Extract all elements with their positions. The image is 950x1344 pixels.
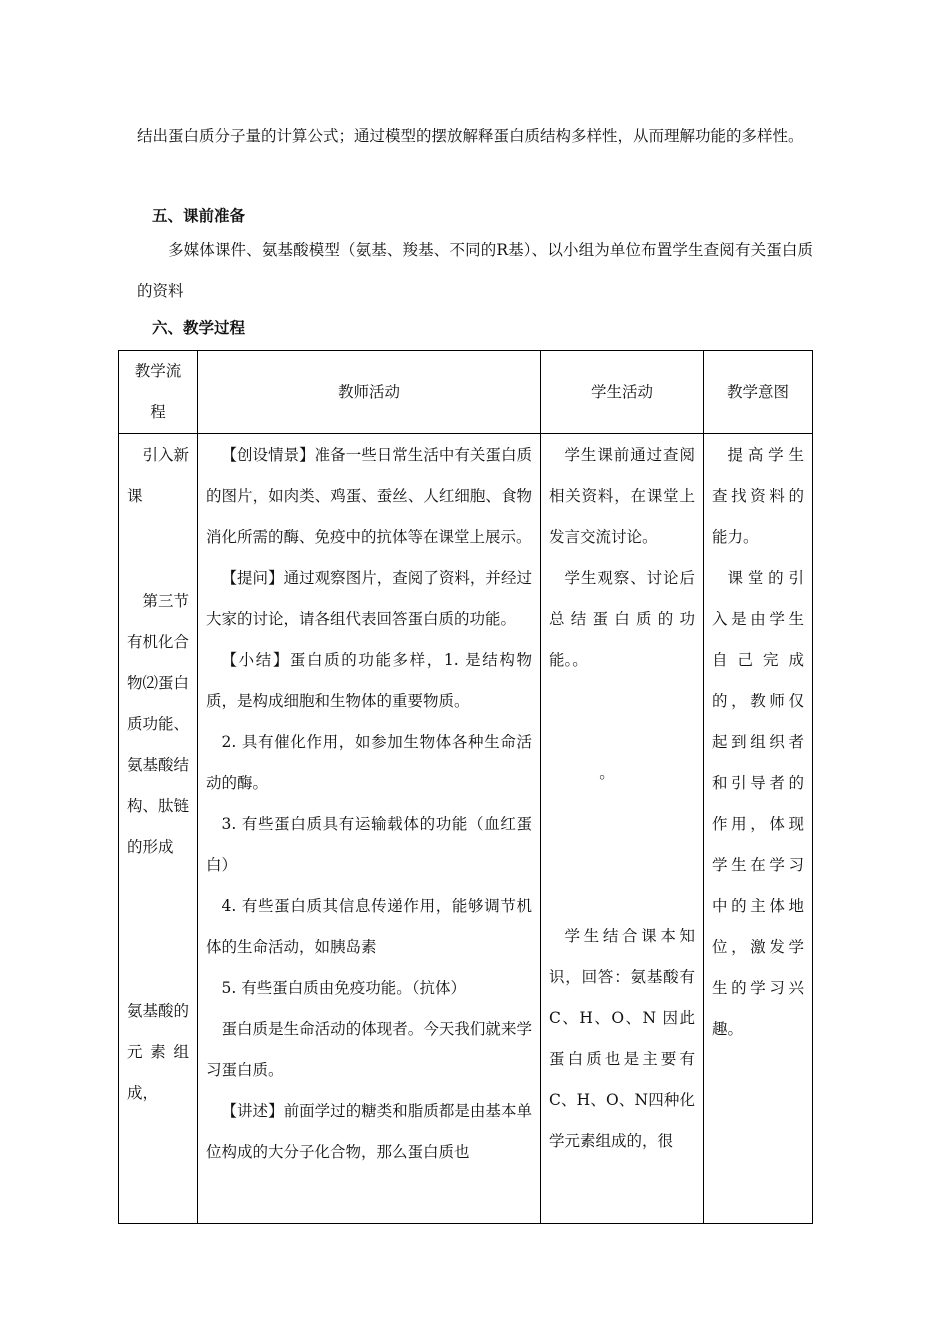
student-cell: [541, 434, 704, 1224]
table-header-row: [119, 351, 813, 434]
header-teacher: 教师活动: [198, 351, 541, 434]
student-activity-4: 学生结合课本知识，回答：氨基酸有C、H、O、N 因此蛋白质也是主要有C、H、O、N四种化学元素组成的，很: [549, 927, 695, 1150]
section-5-heading: 五、课前准备: [152, 207, 246, 225]
flow-stage-section3: 第三节有机化合物⑵蛋白质功能、氨基酸结构、肽链的形成: [127, 592, 190, 856]
student-activity-2: 学生观察、讨论后总结蛋白质的功能。。: [549, 569, 695, 669]
teacher-question: 【提问】通过观察图片，查阅了资料，并经过大家的讨论，请各组代表回答蛋白质的功能。: [206, 569, 532, 628]
teacher-point-3: 3. 有些蛋白质具有运输载体的功能（血红蛋白）: [206, 815, 532, 874]
teacher-point-4: 4. 有些蛋白质其信息传递作用，能够调节机体的生命活动，如胰岛素: [206, 897, 532, 956]
header-flow-label: 教学流程: [134, 362, 182, 421]
teacher-point-2: 2. 具有催化作用，如参加生物体各种生命活动的酶。: [206, 733, 532, 792]
teacher-conclusion: 蛋白质是生命活动的体现者。今天我们就来学习蛋白质。: [206, 1020, 532, 1079]
student-activity-3: 。: [599, 764, 615, 782]
header-intent: 教学意图: [704, 351, 813, 434]
section-5-text: 多媒体课件、氨基酸模型（氨基、羧基、不同的R基）、以小组为单位布置学生查阅有关蛋白质的资料: [137, 241, 813, 300]
flow-cell: [119, 434, 198, 1224]
intent-cell: [704, 434, 813, 1224]
teaching-process-table: [118, 350, 813, 1224]
teacher-point-5: 5. 有些蛋白质由免疫功能。（抗体）: [221, 979, 466, 997]
flow-stage-elements: 氨基酸的元素组成，: [127, 1002, 190, 1102]
intro-paragraph: 结出蛋白质分子量的计算公式；通过模型的摆放解释蛋白质结构多样性，从而理解功能的多样性。: [137, 127, 804, 145]
intent-2: 课堂的引入是由学生自己完成的，教师仅起到组织者和引导者的作用，体现学生在学习中的主体地位，激发学生的学习兴趣。: [712, 569, 804, 1038]
intent-1: 提高学生查找资料的能力。: [712, 446, 804, 546]
teacher-scenario: 【创设情景】准备一些日常生活中有关蛋白质的图片，如肉类、鸡蛋、蚕丝、人红细胞、食物消化所需的酶、免疫中的抗体等在课堂上展示。: [206, 446, 532, 546]
table-row: [119, 434, 813, 1224]
teacher-cell: [198, 434, 541, 1224]
teacher-lecture: 【讲述】前面学过的糖类和脂质都是由基本单位构成的大分子化合物，那么蛋白质也: [206, 1102, 532, 1161]
header-flow: [119, 351, 198, 434]
teacher-summary: 【小结】蛋白质的功能多样，1. 是结构物质，是构成细胞和生物体的重要物质。: [206, 651, 532, 710]
student-activity-1: 学生课前通过查阅相关资料，在课堂上发言交流讨论。: [549, 446, 695, 546]
header-student: 学生活动: [541, 351, 704, 434]
flow-stage-intro: 引入新课: [127, 446, 190, 505]
section-6-heading: 六、教学过程: [152, 319, 246, 337]
